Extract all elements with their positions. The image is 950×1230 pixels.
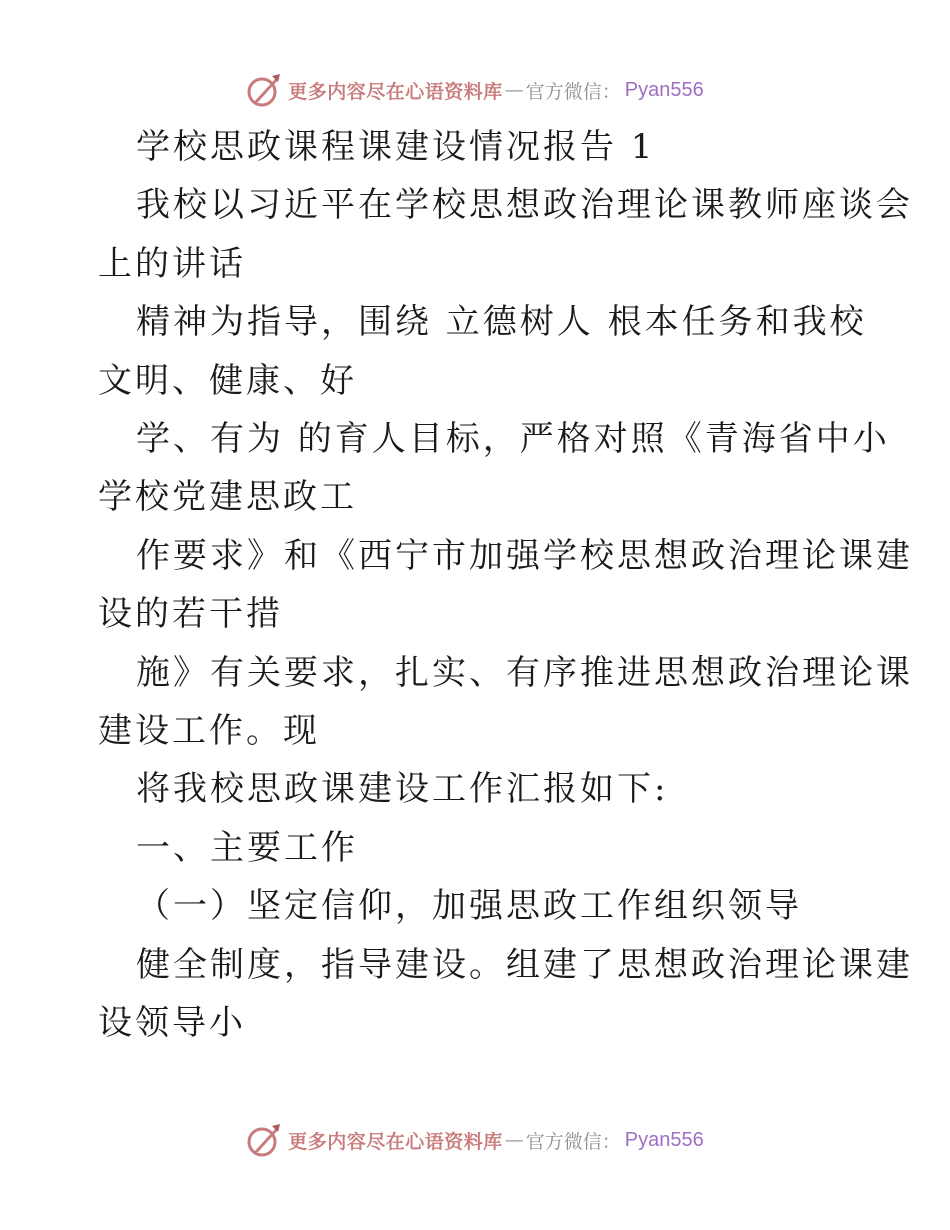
text-line: 作要求》和《西宁市加强学校思想政治理论课建 [136,535,913,576]
subsection-heading: （一）坚定信仰，加强思政工作组织领导 [136,886,802,927]
watermark-dash: — [504,79,524,101]
text-line: 设的若干措 [98,594,283,635]
document-title: 学校思政课程课建设情况报告 1 [136,127,656,167]
watermark-label: 官方微信： [525,1130,621,1153]
text-line: 我校以习近平在学校思想政治理论课教师座谈会 [136,185,913,226]
watermark-footer [0,1120,950,1160]
watermark-header [0,70,950,110]
watermark-wechat-id: Pyan556 [624,1128,704,1151]
watermark-text: 更多内容尽在心语资料库 [288,1130,503,1153]
quill-logo-icon [246,72,282,108]
watermark-text: 更多内容尽在心语资料库 [288,80,503,103]
text-line: 建设工作。现 [98,711,320,752]
text-line: 施》有关要求，扎实、有序推进思想政治理论课 [136,652,913,693]
quill-logo-icon [246,1122,282,1158]
text-line: 学、有为 的育人目标，严格对照《青海省中小 [136,419,890,460]
watermark-label: 官方微信： [525,80,621,103]
text-line: 健全制度，指导建设。组建了思想政治理论课建 [136,944,913,985]
watermark-dash: — [504,1129,524,1151]
text-line: 精神为指导，围绕 立德树人 根本任务和我校 [136,302,867,343]
text-line: 文明、健康、好 [98,360,357,401]
section-heading: 一、主要工作 [136,827,358,868]
text-line: 将我校思政课建设工作汇报如下: [136,769,669,810]
watermark-wechat-id: Pyan556 [624,78,704,101]
text-line: 设领导小 [98,1003,246,1044]
text-line: 学校党建思政工 [98,477,357,518]
document-body [98,118,913,1053]
text-line: 上的讲话 [98,243,246,284]
